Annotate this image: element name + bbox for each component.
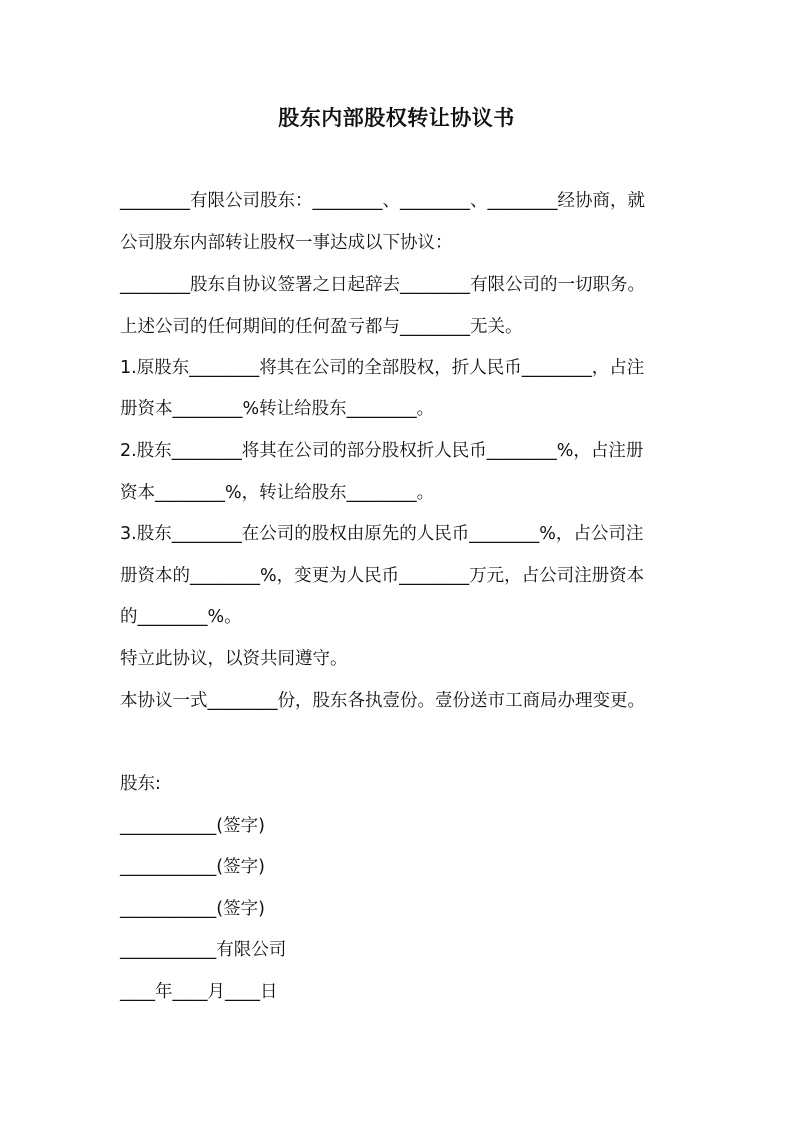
paragraph-line: ________有限公司股东：________、________、________经协商，就 bbox=[120, 191, 645, 211]
paragraph-line: 的________%。 bbox=[120, 607, 242, 627]
paragraph-line: 公司股东内部转让股权一事达成以下协议： bbox=[120, 233, 453, 253]
paragraph-line: 资本________%，转让给股东________。 bbox=[120, 483, 435, 503]
signature-line: ___________(签字) bbox=[120, 816, 265, 836]
signature-line: ___________(签字) bbox=[120, 899, 265, 919]
paragraph-line: 本协议一式________份，股东各执壹份。壹份送市工商局办理变更。 bbox=[120, 691, 645, 711]
paragraph-line: 特立此协议，以资共同遵守。 bbox=[120, 649, 348, 669]
signature-line: ___________(签字) bbox=[120, 857, 265, 877]
paragraph-line: 上述公司的任何期间的任何盈亏都与________无关。 bbox=[120, 317, 523, 337]
paragraph-line: 3.股东________在公司的股权由原先的人民币________%，占公司注 bbox=[120, 524, 644, 544]
signature-heading: 股东: bbox=[120, 774, 161, 794]
paragraph-line: ________股东自协议签署之日起辞去________有限公司的一切职务。 bbox=[120, 275, 645, 295]
date-line: ____年____月____日 bbox=[120, 982, 278, 1002]
paragraph-line: 册资本的________%，变更为人民币________万元，占公司注册资本 bbox=[120, 566, 645, 586]
company-signature-line: ___________有限公司 bbox=[120, 940, 287, 960]
document-title: 股东内部股权转让协议书 bbox=[278, 106, 515, 130]
paragraph-line: 1.原股东________将其在公司的全部股权，折人民币________，占注 bbox=[120, 358, 645, 378]
paragraph-line: 2.股东________将其在公司的部分股权折人民币________%，占注册 bbox=[120, 441, 644, 461]
paragraph-line: 册资本________%转让给股东________。 bbox=[120, 399, 435, 419]
